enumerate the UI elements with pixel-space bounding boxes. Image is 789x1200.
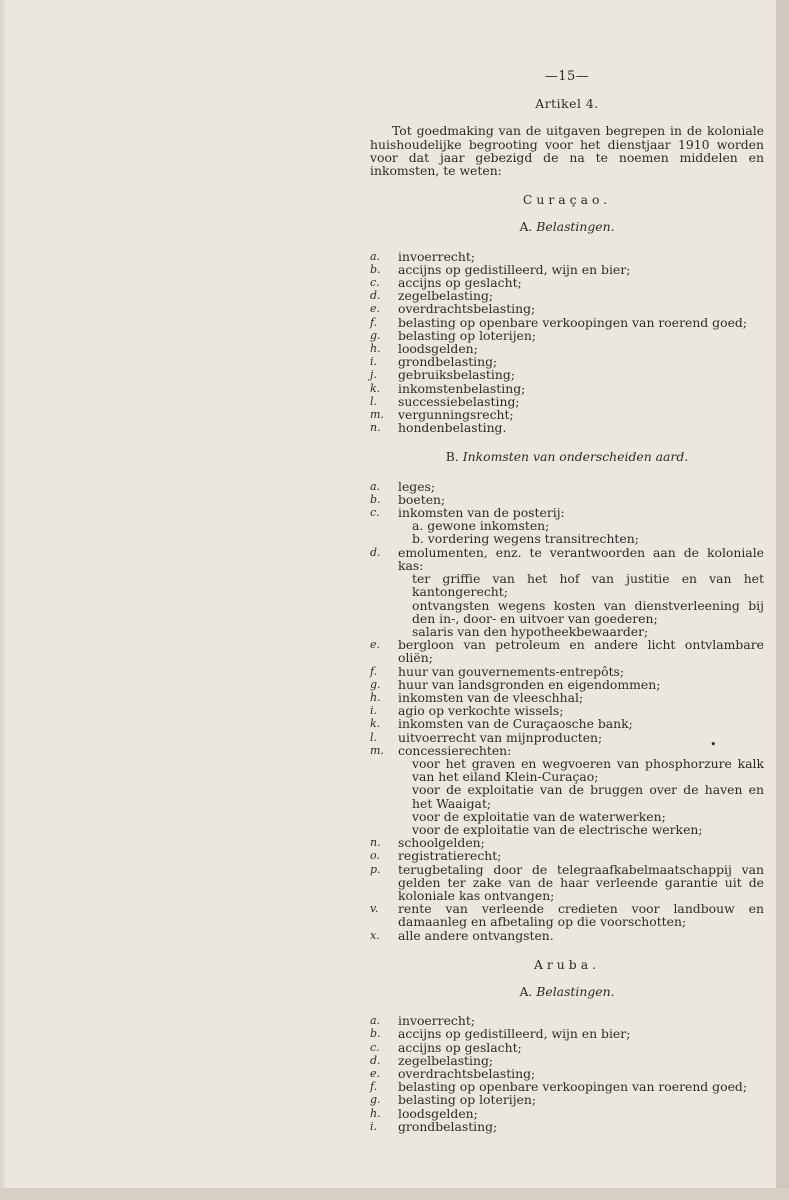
- list-item-text: terugbetaling door de telegraafkabelmaatschappij van gelden ter zake van de haar verleende garantie uit de koloniale kas ontvangen;: [398, 861, 764, 903]
- list-item-letter: v.: [370, 902, 379, 916]
- list-item: [370, 316, 764, 329]
- list-item-letter: a.: [370, 479, 381, 493]
- list-item-letter: d.: [370, 545, 381, 559]
- list-item-text: voor het graven en wegvoeren van phosphorzure kalk van het eiland Klein-Curaçao;: [412, 755, 764, 785]
- list-item: [370, 678, 764, 691]
- curacao-section-b-heading: [370, 450, 764, 463]
- list-item: [370, 1120, 764, 1133]
- list-item-letter: h.: [370, 1106, 381, 1120]
- page-left-edge: [0, 0, 6, 1200]
- aruba-heading: Aruba.: [533, 956, 601, 972]
- section-title: Inkomsten van onderscheiden aard.: [462, 449, 689, 465]
- list-item-text: zegelbelasting;: [398, 1052, 494, 1068]
- list-item-text: overdrachtsbelasting;: [398, 301, 536, 317]
- list-item: [370, 572, 764, 598]
- list-item-letter: j.: [370, 368, 377, 382]
- list-item-letter: b.: [370, 1027, 381, 1041]
- list-item: [370, 731, 764, 744]
- list-item: [370, 1107, 764, 1120]
- list-item-letter: m.: [370, 408, 384, 422]
- list-item: [370, 665, 764, 678]
- list-item-letter: i.: [370, 355, 378, 369]
- list-item: [370, 302, 764, 315]
- list-item: [370, 532, 764, 545]
- list-item-letter: x.: [370, 928, 380, 942]
- list-item-text: belasting op loterijen;: [398, 327, 537, 343]
- list-item-text: belasting op loterijen;: [398, 1092, 537, 1108]
- list-item-letter: m.: [370, 743, 384, 757]
- page-number: —15—: [544, 69, 590, 84]
- list-item-text: salaris van den hypotheekbewaarder;: [412, 623, 649, 639]
- list-item-text: inkomsten van de posterij:: [398, 505, 565, 521]
- list-item: [370, 421, 764, 434]
- list-item-letter: f.: [370, 1080, 378, 1094]
- list-item: [370, 506, 764, 519]
- list-item-text: bergloon van petroleum en andere licht ontvlambare oliën;: [398, 637, 764, 666]
- list-item: [370, 757, 764, 783]
- section-title: Belastingen.: [536, 983, 615, 999]
- list-item: [370, 1027, 764, 1040]
- list-item-text: loodsgelden;: [398, 341, 478, 357]
- list-item-letter: h.: [370, 690, 381, 704]
- list-item-text: invoerrecht;: [398, 1013, 475, 1029]
- list-item-text: ter griffie van het hof van justitie en van het kantongerecht;: [412, 571, 764, 600]
- list-item-text: rente van verleende credieten voor landbouw en damaanleg en afbetaling op die voorschotten;: [398, 901, 764, 930]
- list-item-text: huur van gouvernements-entrepôts;: [398, 663, 625, 679]
- list-item-text: loodsgelden;: [398, 1105, 478, 1121]
- list-item-letter: a.: [370, 249, 381, 263]
- list-item-text: accijns op gedistilleerd, wijn en bier;: [398, 1026, 631, 1042]
- list-item-letter: f.: [370, 664, 378, 678]
- list-item: [370, 717, 764, 730]
- list-item-text: gebruiksbelasting;: [398, 367, 515, 383]
- list-item-text: huur van landsgronden en eigendommen;: [398, 676, 661, 692]
- list-item-letter: c.: [370, 276, 380, 290]
- list-item-letter: n.: [370, 421, 381, 435]
- list-item: [370, 902, 764, 928]
- list-item: [370, 744, 764, 757]
- list-item-letter: p.: [370, 862, 381, 876]
- list-item-letter: k.: [370, 717, 381, 731]
- page-right-border: [776, 0, 789, 1200]
- section-title: Belastingen.: [536, 219, 615, 235]
- list-item-text: accijns op geslacht;: [398, 1039, 522, 1055]
- article-title: Artikel 4.: [535, 96, 599, 112]
- list-item-text: accijns op gedistilleerd, wijn en bier;: [398, 261, 631, 277]
- list-item-text: successiebelasting;: [398, 393, 520, 409]
- list-item-letter: h.: [370, 342, 381, 356]
- section-prefix: A.: [519, 219, 533, 235]
- list-item: [370, 929, 764, 942]
- list-item-text: vergunningsrecht;: [398, 407, 514, 423]
- list-item: [370, 1041, 764, 1054]
- text-column: [370, 70, 764, 1149]
- list-item-letter: e.: [370, 1067, 381, 1080]
- list-item: [370, 863, 764, 903]
- list-item-letter: e.: [370, 302, 381, 316]
- list-item-text: grondbelasting;: [398, 1118, 498, 1134]
- list-item-text: ontvangsten wegens kosten van dienstverleening bij den in-, door- en uitvoer van goederen;: [412, 597, 764, 626]
- list-item: [370, 368, 764, 381]
- list-item-text: inkomsten van de Curaçaosche bank;: [398, 716, 633, 732]
- list-item-text: uitvoerrecht van mijnproducten;: [398, 729, 603, 745]
- list-item-letter: b.: [370, 492, 381, 506]
- list-item: [370, 599, 764, 625]
- list-item-letter: c.: [370, 506, 380, 520]
- list-item-text: leges;: [398, 478, 436, 494]
- list-item-text: inkomsten van de vleeschhal;: [398, 689, 584, 705]
- list-item-text: voor de exploitatie van de waterwerken;: [412, 808, 666, 824]
- aruba-belastingen-list: [370, 1014, 764, 1133]
- curacao-section-a-heading: [370, 220, 764, 233]
- list-item-text: grondbelasting;: [398, 354, 498, 370]
- list-item-text: inkomstenbelasting;: [398, 380, 526, 396]
- list-item-text: voor de exploitatie van de electrische werken;: [412, 821, 703, 837]
- list-item-text: registratierecht;: [398, 848, 502, 864]
- list-item-text: invoerrecht;: [398, 248, 475, 264]
- page-bottom-border: [0, 1188, 789, 1200]
- list-item-letter: g.: [370, 1093, 381, 1107]
- list-item-text: belasting op openbare verkoopingen van roerend goed;: [398, 1079, 748, 1095]
- list-item-letter: g.: [370, 677, 381, 691]
- list-item-letter: n.: [370, 836, 381, 850]
- list-item-text: belasting op openbare verkoopingen van roerend goed;: [398, 314, 748, 330]
- list-item-text: emolumenten, enz. te verantwoorden aan de koloniale kas:: [398, 544, 764, 573]
- list-item-letter: d.: [370, 1053, 381, 1067]
- list-item-text: boeten;: [398, 491, 446, 507]
- list-item-text: zegelbelasting;: [398, 288, 494, 304]
- list-item: [370, 638, 764, 664]
- list-item-text: overdrachtsbelasting;: [398, 1066, 536, 1081]
- list-item: [370, 783, 764, 809]
- section-prefix: A.: [519, 983, 533, 999]
- list-item-letter: c.: [370, 1040, 380, 1054]
- list-item: [370, 480, 764, 493]
- ink-mark: •: [710, 738, 717, 751]
- list-item-text: voor de exploitatie van de bruggen over de haven en het Waaigat;: [412, 782, 764, 811]
- aruba-section-a-heading: [370, 985, 764, 998]
- list-item-letter: i.: [370, 1119, 378, 1133]
- curacao-belastingen-list: [370, 250, 764, 435]
- list-item-letter: l.: [370, 730, 378, 744]
- list-item-text: b. vordering wegens transitrechten;: [412, 531, 639, 547]
- curacao-heading: Curaçao.: [522, 192, 612, 208]
- list-item: [370, 546, 764, 572]
- list-item-letter: g.: [370, 328, 381, 342]
- list-item-text: concessierechten:: [398, 742, 512, 758]
- list-item-letter: f.: [370, 315, 378, 329]
- list-item-letter: o.: [370, 849, 380, 863]
- list-item-letter: e.: [370, 638, 381, 652]
- section-prefix: B.: [445, 449, 459, 465]
- list-item-text: schoolgelden;: [398, 835, 485, 851]
- list-item: [370, 382, 764, 395]
- list-item-letter: l.: [370, 394, 378, 408]
- list-item-letter: d.: [370, 289, 381, 303]
- curacao-inkomsten-list: [370, 480, 764, 942]
- list-item-text: a. gewone inkomsten;: [412, 518, 550, 534]
- list-item-text: accijns op geslacht;: [398, 275, 522, 291]
- intro-paragraph: Tot goedmaking van de uitgaven begrepen in de koloniale huishoudelijke begrooting voor het dienstjaar 1910 worden voor dat jaar gebezigd de na te noemen middelen en inkomsten, te weten:: [370, 123, 764, 179]
- list-item-letter: a.: [370, 1014, 381, 1028]
- list-item-letter: i.: [370, 704, 378, 718]
- list-item: [370, 1093, 764, 1106]
- list-item-text: hondenbelasting.: [398, 420, 507, 436]
- list-item-text: alle andere ontvangsten.: [398, 927, 554, 943]
- list-item-letter: k.: [370, 381, 381, 395]
- list-item-text: agio op verkochte wissels;: [398, 703, 564, 719]
- list-item-letter: b.: [370, 262, 381, 276]
- list-item: [370, 250, 764, 263]
- list-item: [370, 849, 764, 862]
